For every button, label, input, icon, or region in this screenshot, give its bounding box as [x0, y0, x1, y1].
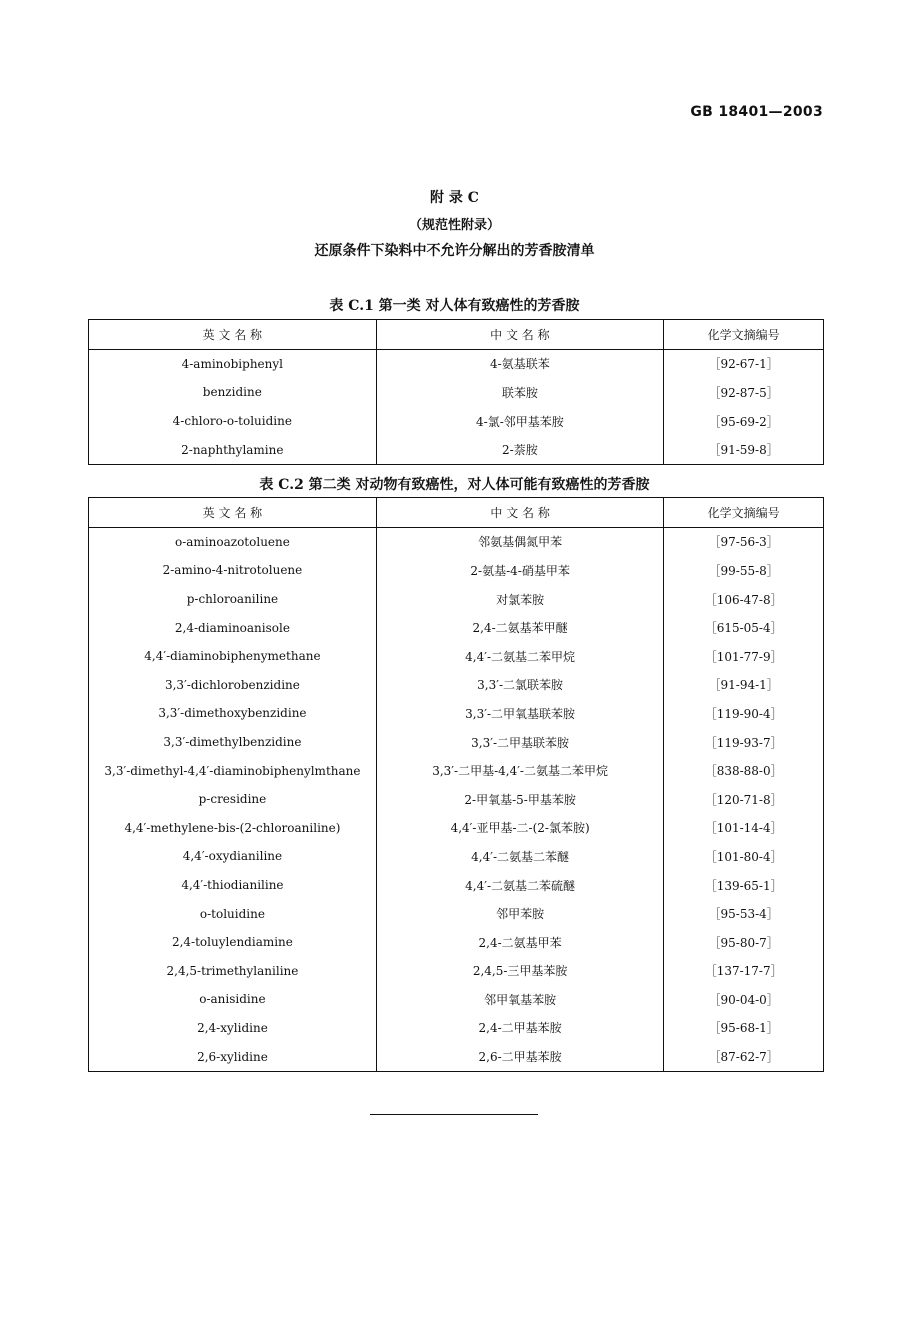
cell-cas-number: ［137-17-7］	[664, 957, 824, 986]
cell-cas-number: ［119-90-4］	[664, 699, 824, 728]
header-english-name: 英 文 名 称	[89, 498, 377, 528]
table-row	[89, 1014, 824, 1043]
cell-chinese-name: 2,4-二氨基甲苯	[376, 928, 663, 957]
cell-chinese-name: 4,4′-亚甲基-二-(2-氯苯胺)	[376, 814, 663, 843]
header-english-name: 英 文 名 称	[89, 320, 377, 350]
cell-cas-number: ［119-93-7］	[664, 728, 824, 757]
table-row	[89, 407, 824, 436]
cell-english-name: o-toluidine	[89, 899, 377, 928]
cell-chinese-name: 4,4′-二氨基二苯甲烷	[376, 642, 663, 671]
cell-english-name: 3,3′-dimethoxybenzidine	[89, 699, 377, 728]
cell-cas-number: ［101-77-9］	[664, 642, 824, 671]
cell-chinese-name: 2-氨基-4-硝基甲苯	[376, 556, 663, 585]
table-row	[89, 985, 824, 1014]
table-row	[89, 556, 824, 585]
cell-english-name: 2,4,5-trimethylaniline	[89, 957, 377, 986]
cell-english-name: benzidine	[89, 378, 377, 407]
cell-chinese-name: 4-氯-邻甲基苯胺	[376, 407, 664, 436]
cell-cas-number: ［139-65-1］	[664, 871, 824, 900]
cell-english-name: 4-aminobiphenyl	[89, 349, 377, 378]
cell-chinese-name: 2,4-二氨基苯甲醚	[376, 613, 663, 642]
cell-cas-number: ［95-69-2］	[664, 407, 824, 436]
cell-chinese-name: 2,4-二甲基苯胺	[376, 1014, 663, 1043]
cell-chinese-name: 3,3′-二氯联苯胺	[376, 671, 663, 700]
cell-chinese-name: 联苯胺	[376, 378, 664, 407]
cell-cas-number: ［101-14-4］	[664, 814, 824, 843]
cell-cas-number: ［99-55-8］	[664, 556, 824, 585]
table-row	[89, 728, 824, 757]
table-row	[89, 435, 824, 464]
header-chinese-name: 中 文 名 称	[376, 498, 663, 528]
table-row	[89, 756, 824, 785]
annex-type: （规范性附录）	[408, 218, 500, 233]
table-row	[89, 899, 824, 928]
cell-cas-number: ［87-62-7］	[664, 1042, 824, 1071]
cell-cas-number: ［92-87-5］	[664, 378, 824, 407]
cell-chinese-name: 4-氨基联苯	[376, 349, 664, 378]
cell-cas-number: ［91-94-1］	[664, 671, 824, 700]
cell-english-name: o-aminoazotoluene	[89, 527, 377, 556]
cell-chinese-name: 3,3′-二甲基-4,4′-二氨基二苯甲烷	[376, 756, 663, 785]
table-row	[89, 842, 824, 871]
cell-cas-number: ［95-53-4］	[664, 899, 824, 928]
standard-code: GB 18401—2003	[690, 104, 823, 120]
cell-cas-number: ［838-88-0］	[664, 756, 824, 785]
table-row	[89, 349, 824, 378]
cell-chinese-name: 邻甲氧基苯胺	[376, 985, 663, 1014]
table-row	[89, 671, 824, 700]
cell-english-name: 3,3′-dichlorobenzidine	[89, 671, 377, 700]
cell-cas-number: ［91-59-8］	[664, 435, 824, 464]
cell-chinese-name: 2-萘胺	[376, 435, 664, 464]
cell-chinese-name: 3,3′-二甲基联苯胺	[376, 728, 663, 757]
cell-chinese-name: 对氯苯胺	[376, 585, 663, 614]
table-row	[89, 1042, 824, 1071]
cell-english-name: o-anisidine	[89, 985, 377, 1014]
cell-chinese-name: 4,4′-二氨基二苯硫醚	[376, 871, 663, 900]
table-category-1	[88, 319, 824, 465]
table-row	[89, 585, 824, 614]
cell-cas-number: ［90-04-0］	[664, 985, 824, 1014]
cell-english-name: p-chloroaniline	[89, 585, 377, 614]
cell-cas-number: ［615-05-4］	[664, 613, 824, 642]
cell-cas-number: ［101-80-4］	[664, 842, 824, 871]
cell-english-name: 3,3′-dimethyl-4,4′-diaminobiphenylmthane	[89, 756, 377, 785]
table-header-row	[89, 320, 824, 350]
cell-chinese-name: 2-甲氧基-5-甲基苯胺	[376, 785, 663, 814]
table-row	[89, 814, 824, 843]
cell-english-name: 3,3′-dimethylbenzidine	[89, 728, 377, 757]
table-row	[89, 699, 824, 728]
annex-label: 附 录 C	[430, 190, 479, 206]
table-row	[89, 378, 824, 407]
table1-caption: 表 C.1 第一类 对人体有致癌性的芳香胺	[329, 298, 580, 314]
table-row	[89, 957, 824, 986]
table-header-row	[89, 498, 824, 528]
cell-chinese-name: 2,6-二甲基苯胺	[376, 1042, 663, 1071]
cell-english-name: 4,4′-oxydianiline	[89, 842, 377, 871]
table-row	[89, 642, 824, 671]
table2-caption: 表 C.2 第二类 对动物有致癌性，对人体可能有致癌性的芳香胺	[259, 477, 650, 493]
cell-cas-number: ［95-68-1］	[664, 1014, 824, 1043]
cell-chinese-name: 3,3′-二甲氧基联苯胺	[376, 699, 663, 728]
table-row	[89, 613, 824, 642]
cell-english-name: 2-amino-4-nitrotoluene	[89, 556, 377, 585]
cell-english-name: 4,4′-methylene-bis-(2-chloroaniline)	[89, 814, 377, 843]
annex-title: 还原条件下染料中不允许分解出的芳香胺清单	[314, 243, 595, 259]
cell-english-name: 2,4-toluylendiamine	[89, 928, 377, 957]
cell-english-name: 4,4′-thiodianiline	[89, 871, 377, 900]
cell-cas-number: ［95-80-7］	[664, 928, 824, 957]
cell-english-name: 2-naphthylamine	[89, 435, 377, 464]
table-row	[89, 871, 824, 900]
table-category-2	[88, 497, 824, 1072]
cell-english-name: 2,4-diaminoanisole	[89, 613, 377, 642]
cell-chinese-name: 邻甲苯胺	[376, 899, 663, 928]
cell-english-name: 2,4-xylidine	[89, 1014, 377, 1043]
cell-cas-number: ［97-56-3］	[664, 527, 824, 556]
cell-chinese-name: 4,4′-二氨基二苯醚	[376, 842, 663, 871]
cell-chinese-name: 邻氨基偶氮甲苯	[376, 527, 663, 556]
cell-english-name: p-cresidine	[89, 785, 377, 814]
table-row	[89, 785, 824, 814]
cell-english-name: 4,4′-diaminobiphenymethane	[89, 642, 377, 671]
header-cas-number: 化学文摘编号	[664, 320, 824, 350]
cell-cas-number: ［106-47-8］	[664, 585, 824, 614]
cell-english-name: 2,6-xylidine	[89, 1042, 377, 1071]
cell-cas-number: ［120-71-8］	[664, 785, 824, 814]
table-row	[89, 527, 824, 556]
table-row	[89, 928, 824, 957]
cell-english-name: 4-chloro-o-toluidine	[89, 407, 377, 436]
cell-cas-number: ［92-67-1］	[664, 349, 824, 378]
header-chinese-name: 中 文 名 称	[376, 320, 664, 350]
end-rule	[370, 1114, 538, 1115]
header-cas-number: 化学文摘编号	[664, 498, 824, 528]
cell-chinese-name: 2,4,5-三甲基苯胺	[376, 957, 663, 986]
